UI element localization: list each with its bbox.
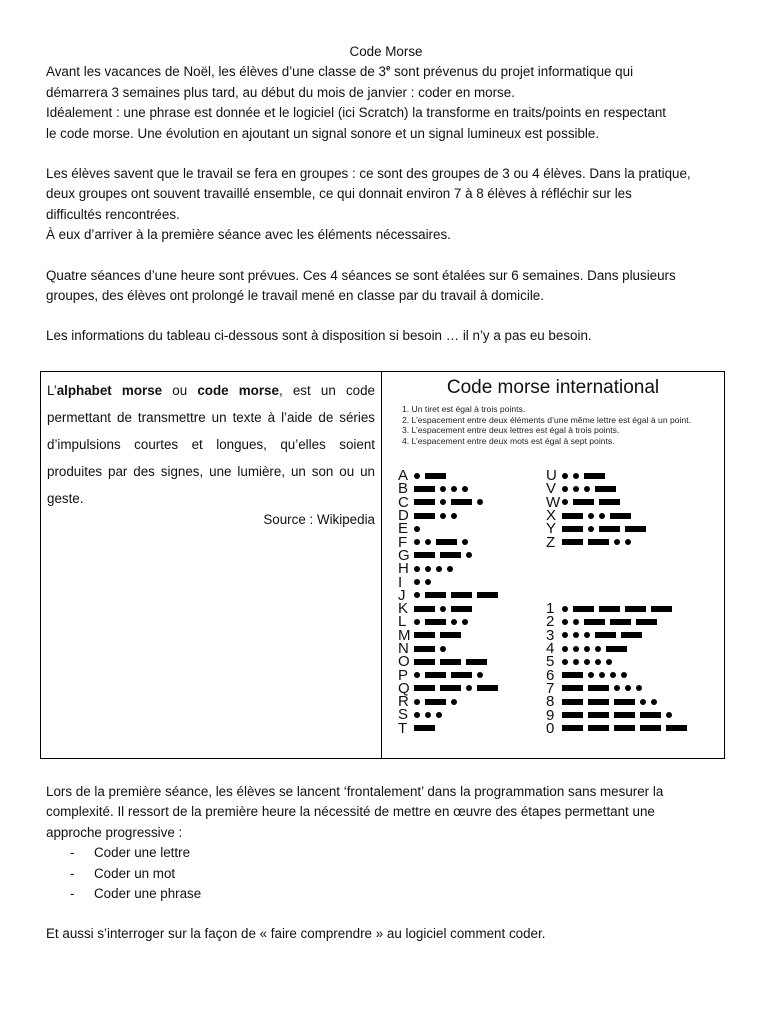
morse-dot	[440, 486, 446, 492]
morse-dot	[573, 473, 579, 479]
morse-dot	[466, 685, 472, 691]
morse-code	[414, 712, 447, 718]
morse-dash	[414, 685, 435, 691]
morse-dot	[625, 539, 631, 545]
chart-title: Code morse international	[446, 377, 660, 398]
morse-dot	[414, 579, 420, 585]
definition-text: L’alphabet morse ou code morse, est un code permettant de transmettre un texte à l’aide de séries d’impulsions courtes et longues, qu’elles soient produites par des signes, une lumière, un son ou un geste.	[47, 383, 375, 506]
morse-dot	[588, 672, 594, 678]
morse-dot	[573, 646, 579, 652]
morse-dot	[477, 672, 483, 678]
morse-dot	[625, 685, 631, 691]
morse-entry-y	[546, 520, 651, 538]
morse-char: 6	[546, 666, 555, 684]
morse-dot	[573, 632, 579, 638]
morse-code	[562, 725, 692, 731]
morse-entry-4	[546, 640, 692, 658]
morse-dash	[562, 672, 583, 678]
morse-code	[414, 513, 462, 519]
morse-dot	[436, 712, 442, 718]
morse-code	[414, 473, 451, 479]
rule-4: 4. L’espacement entre deux mots est égal à sept points.	[402, 435, 615, 446]
morse-dot	[425, 579, 431, 585]
morse-entry-z	[546, 533, 651, 551]
morse-dash	[425, 699, 446, 705]
chart-rules	[402, 404, 691, 446]
morse-column-u-z	[546, 469, 651, 549]
morse-char: U	[546, 467, 557, 485]
morse-dash	[425, 473, 446, 479]
morse-code	[414, 632, 466, 638]
morse-char: S	[398, 706, 409, 724]
morse-char: A	[398, 467, 409, 485]
morse-dot	[414, 566, 420, 572]
morse-dot	[621, 672, 627, 678]
morse-entry-5	[546, 653, 692, 671]
morse-dot	[414, 699, 420, 705]
morse-dash	[588, 539, 609, 545]
morse-dash	[425, 619, 446, 625]
morse-dot	[610, 672, 616, 678]
morse-code	[414, 619, 473, 625]
morse-code	[414, 659, 492, 665]
morse-dot	[477, 499, 483, 505]
morse-dash	[562, 712, 583, 718]
morse-code	[414, 592, 503, 598]
morse-code	[562, 646, 632, 652]
morse-dash	[562, 685, 583, 691]
morse-dash	[584, 473, 605, 479]
morse-entry-d	[398, 507, 503, 525]
morse-char: 2	[546, 613, 555, 631]
intro-line-4: le code morse. Une évolution en ajoutant un signal sonore et un signal lumineux est possible.	[46, 125, 600, 141]
morse-code	[414, 526, 425, 532]
morse-dash	[599, 606, 620, 612]
morse-code	[562, 526, 651, 532]
morse-entry-w	[546, 493, 651, 511]
morse-dash	[588, 699, 609, 705]
morse-dot	[425, 566, 431, 572]
morse-dash	[614, 699, 635, 705]
morse-dot	[651, 699, 657, 705]
definition-cell	[41, 372, 382, 758]
morse-char: C	[398, 493, 409, 511]
morse-dash	[414, 499, 435, 505]
followup-line-1: Lors de la première séance, les élèves se lancent ‘frontalement’ dans la programmation sans mesurer la	[46, 784, 664, 799]
morse-char: 7	[546, 679, 555, 697]
morse-dash	[440, 685, 461, 691]
morse-char: J	[398, 586, 406, 604]
morse-dot	[562, 646, 568, 652]
morse-code	[562, 712, 677, 718]
morse-dot	[584, 646, 590, 652]
morse-char: E	[398, 520, 409, 538]
morse-entry-r	[398, 693, 503, 711]
morse-dot	[562, 486, 568, 492]
morse-dot	[588, 526, 594, 532]
morse-dash	[614, 712, 635, 718]
followup-section	[46, 782, 736, 945]
morse-dash	[440, 552, 461, 558]
morse-dot	[599, 513, 605, 519]
morse-char: V	[546, 480, 557, 498]
morse-entry-o	[398, 653, 503, 671]
morse-dot	[414, 473, 420, 479]
morse-dash	[466, 659, 487, 665]
morse-char: B	[398, 480, 409, 498]
morse-code	[414, 579, 436, 585]
morse-entry-c	[398, 493, 503, 511]
morse-code	[414, 699, 462, 705]
morse-dash	[584, 619, 605, 625]
list-item: - Coder une lettre	[70, 845, 191, 861]
morse-char: Y	[546, 520, 557, 538]
morse-dot	[573, 619, 579, 625]
morse-code	[414, 606, 477, 612]
morse-char: P	[398, 666, 409, 684]
morse-chart-cell	[382, 372, 724, 758]
morse-dash	[414, 552, 435, 558]
morse-dot	[584, 632, 590, 638]
morse-dash	[440, 632, 461, 638]
morse-char: M	[398, 626, 411, 644]
morse-char: Z	[546, 533, 556, 551]
steps-list	[46, 843, 736, 904]
groups-line-3: difficultés rencontrées.	[46, 206, 180, 222]
morse-dot	[584, 659, 590, 665]
morse-dash	[588, 712, 609, 718]
morse-dot	[562, 619, 568, 625]
morse-char: O	[398, 653, 410, 671]
groups-line-1: Les élèves savent que le travail se fera en groupes : ce sont des groupes de 3 ou 4 élèves. Dans la pratique,	[46, 166, 691, 182]
morse-entry-i	[398, 573, 503, 591]
rule-3: 3. L’espacement entre deux lettres est égal à trois points.	[402, 425, 620, 436]
morse-dot	[447, 566, 453, 572]
morse-entry-h	[398, 560, 503, 578]
morse-dash	[414, 632, 435, 638]
morse-dot	[451, 513, 457, 519]
morse-entry-9	[546, 706, 692, 724]
morse-code	[562, 473, 610, 479]
morse-dash	[573, 499, 594, 505]
morse-dash	[436, 539, 457, 545]
morse-code	[562, 672, 632, 678]
followup-line-3: approche progressive :	[46, 824, 183, 840]
morse-entry-g	[398, 546, 503, 564]
morse-column-a-t	[398, 469, 503, 735]
morse-char: N	[398, 640, 409, 657]
morse-dot	[414, 712, 420, 718]
morse-dot	[562, 632, 568, 638]
source-citation: Source : Wikipedia	[263, 512, 375, 527]
morse-dash	[666, 725, 687, 731]
morse-entry-x	[546, 507, 651, 525]
document-body	[46, 42, 726, 347]
morse-code	[562, 699, 662, 705]
morse-char: 5	[546, 653, 555, 671]
morse-dot	[440, 646, 446, 652]
morse-dot	[462, 619, 468, 625]
morse-entry-2	[546, 613, 692, 631]
morse-char: D	[398, 507, 409, 525]
morse-entry-v	[546, 480, 651, 498]
morse-dot	[606, 659, 612, 665]
groups-line-2: deux groupes ont souvent travaillé ensemble, ce qui donnait environ 7 à 8 élèves à réfléchir sur les	[46, 186, 632, 202]
morse-dot	[599, 672, 605, 678]
morse-dash	[562, 513, 583, 519]
morse-char: L	[398, 613, 407, 631]
morse-dot	[440, 606, 446, 612]
morse-char: R	[398, 693, 409, 711]
morse-char: 0	[546, 719, 555, 737]
morse-entry-6	[546, 666, 692, 684]
morse-dot	[636, 685, 642, 691]
morse-entry-s	[398, 706, 503, 724]
morse-dot	[562, 659, 568, 665]
morse-dash	[562, 699, 583, 705]
morse-dash	[625, 526, 646, 532]
morse-dash	[425, 592, 446, 598]
morse-dot	[573, 486, 579, 492]
morse-dash	[625, 606, 646, 612]
morse-dash	[414, 725, 435, 731]
morse-code	[562, 499, 625, 505]
morse-dash	[595, 632, 616, 638]
morse-dash	[451, 672, 472, 678]
morse-dot	[584, 486, 590, 492]
morse-entry-0	[546, 719, 692, 737]
morse-code	[414, 566, 458, 572]
morse-char: I	[398, 573, 403, 591]
morse-dash	[562, 539, 583, 545]
morse-dash	[414, 486, 435, 492]
morse-dot	[614, 685, 620, 691]
morse-dot	[562, 499, 568, 505]
morse-entry-t	[398, 719, 503, 737]
morse-dot	[640, 699, 646, 705]
groups-line-4: À eux d’arriver à la première séance avec les éléments nécessaires.	[46, 227, 451, 243]
morse-dot	[562, 606, 568, 612]
morse-entry-u	[546, 467, 651, 485]
list-item: - Coder une phrase	[70, 886, 202, 902]
morse-entry-b	[398, 480, 503, 498]
morse-code	[562, 606, 677, 612]
morse-char: F	[398, 533, 408, 551]
morse-dot	[451, 699, 457, 705]
morse-entry-m	[398, 626, 503, 644]
morse-dash	[414, 513, 435, 519]
list-item: - Coder un mot	[70, 865, 176, 881]
sessions-line-1: Quatre séances d’une heure sont prévues. Ces 4 séances se sont étalées sur 6 semaines. Dans plusieurs	[46, 267, 676, 283]
morse-dot	[451, 619, 457, 625]
closing-line: Et aussi s’interroger sur la façon de « faire comprendre » au logiciel comment coder.	[46, 926, 546, 942]
page-title: Code Morse	[349, 44, 423, 59]
morse-dash	[562, 725, 583, 731]
morse-code	[562, 619, 662, 625]
morse-dot	[614, 539, 620, 545]
morse-dot	[425, 712, 431, 718]
morse-dot	[451, 486, 457, 492]
morse-code	[414, 672, 488, 678]
morse-code	[414, 685, 503, 691]
followup-line-2: complexité. Il ressort de la première heure la nécessité de mettre en œuvre des étapes permettant une	[46, 804, 655, 820]
morse-char: T	[398, 719, 408, 737]
morse-code	[562, 513, 636, 519]
morse-entry-l	[398, 613, 503, 631]
morse-dash	[595, 486, 616, 492]
morse-code	[562, 632, 647, 638]
info-line: Les informations du tableau ci-dessous sont à disposition si besoin … il n’y a pas eu besoin.	[46, 328, 592, 344]
morse-dash	[621, 632, 642, 638]
morse-dash	[477, 685, 498, 691]
morse-dot	[595, 646, 601, 652]
morse-dot	[666, 712, 672, 718]
morse-dot	[414, 526, 420, 532]
morse-entry-1	[546, 600, 692, 618]
morse-dot	[462, 486, 468, 492]
morse-dot	[562, 473, 568, 479]
morse-dash	[599, 526, 620, 532]
morse-dot	[414, 619, 420, 625]
morse-dash	[610, 619, 631, 625]
morse-code	[414, 539, 473, 545]
morse-dot	[588, 513, 594, 519]
morse-char: 8	[546, 693, 555, 711]
morse-dash	[573, 606, 594, 612]
morse-dash	[614, 725, 635, 731]
morse-dash	[640, 712, 661, 718]
morse-char: 9	[546, 706, 555, 724]
morse-char: 3	[546, 626, 555, 644]
morse-dash	[588, 685, 609, 691]
morse-entry-q	[398, 679, 503, 697]
morse-dash	[599, 499, 620, 505]
morse-char: K	[398, 600, 409, 618]
morse-entry-j	[398, 586, 503, 604]
morse-dash	[414, 646, 435, 652]
intro-line-3: Idéalement : une phrase est donnée et le logiciel (ici Scratch) la transforme en traits/points en respectant	[46, 105, 667, 121]
sessions-line-2: groupes, des élèves ont prolongé le travail mené en classe par du travail à domicile.	[46, 288, 544, 304]
morse-dash	[414, 606, 435, 612]
morse-dash	[451, 592, 472, 598]
morse-code	[562, 685, 647, 691]
morse-dot	[440, 499, 446, 505]
morse-entry-p	[398, 666, 503, 684]
morse-dash	[477, 592, 498, 598]
morse-dash	[451, 499, 472, 505]
morse-dash	[440, 659, 461, 665]
morse-dot	[440, 513, 446, 519]
morse-entry-e	[398, 520, 503, 538]
intro-line-1: Avant les vacances de Noël, les élèves d’une classe de 3e sont prévenus du projet informatique qui	[46, 63, 634, 80]
morse-code	[414, 552, 477, 558]
intro-line-2: démarrera 3 semaines plus tard, au début du mois de janvier : coder en morse.	[46, 84, 515, 100]
morse-entry-7	[546, 679, 692, 697]
morse-dash	[651, 606, 672, 612]
morse-entry-a	[398, 467, 503, 485]
morse-dash	[640, 725, 661, 731]
morse-entry-k	[398, 600, 503, 618]
morse-char: H	[398, 560, 409, 578]
morse-code	[562, 659, 617, 665]
morse-column-digits	[546, 602, 692, 735]
morse-dot	[414, 592, 420, 598]
morse-dot	[573, 659, 579, 665]
morse-entry-f	[398, 533, 503, 551]
morse-dot	[595, 659, 601, 665]
morse-dot	[466, 552, 472, 558]
morse-char: 1	[546, 600, 555, 618]
morse-char: W	[546, 493, 561, 511]
rule-1: 1. Un tiret est égal à trois points.	[402, 404, 526, 414]
morse-code	[414, 646, 451, 652]
morse-dot	[414, 672, 420, 678]
morse-dash	[562, 526, 583, 532]
morse-code	[414, 725, 440, 731]
morse-dash	[636, 619, 657, 625]
morse-dash	[588, 725, 609, 731]
morse-dot	[425, 539, 431, 545]
morse-char: X	[546, 507, 557, 525]
morse-entry-8	[546, 693, 692, 711]
morse-char: G	[398, 546, 410, 564]
morse-code	[414, 499, 488, 505]
morse-dash	[451, 606, 472, 612]
morse-char: 4	[546, 640, 555, 658]
morse-code	[562, 539, 636, 545]
morse-dot	[414, 539, 420, 545]
morse-dash	[414, 659, 435, 665]
morse-dash	[610, 513, 631, 519]
morse-entry-3	[546, 626, 692, 644]
morse-code	[414, 486, 473, 492]
morse-dot	[462, 539, 468, 545]
morse-code	[562, 486, 621, 492]
morse-char: Q	[398, 679, 410, 697]
morse-dash	[606, 646, 627, 652]
morse-dot	[436, 566, 442, 572]
morse-entry-n	[398, 642, 503, 655]
morse-info-table	[40, 371, 725, 759]
morse-dash	[425, 672, 446, 678]
rule-2: 2. L’espacement entre deux éléments d’une même lettre est égal à un point.	[402, 414, 692, 425]
